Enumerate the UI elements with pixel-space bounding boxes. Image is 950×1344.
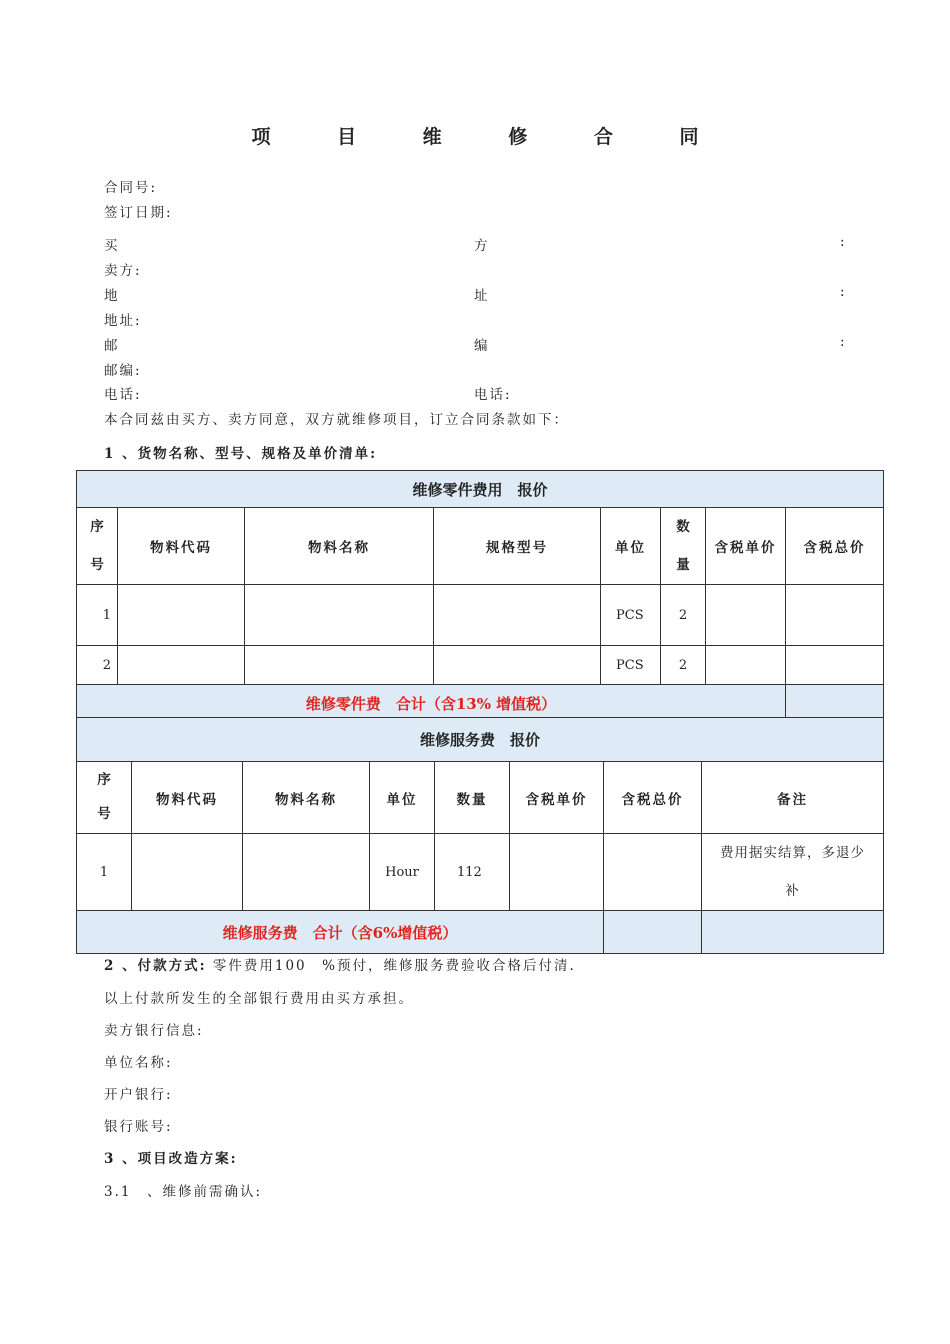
row-unit-price-cell	[510, 834, 604, 911]
row-total-cell	[786, 585, 884, 646]
col-unit: 单位	[601, 508, 661, 585]
zip-label-left: 邮	[104, 338, 118, 354]
parts-total-value-cell	[786, 685, 884, 722]
table-row	[77, 834, 884, 911]
col-quantity: 数量	[661, 508, 706, 585]
section-1-heading: 1 、货物名称、型号、规格及单价清单:	[104, 446, 378, 462]
col-seq: 序号	[77, 508, 118, 585]
col-unit-price-tax: 含税单价	[706, 508, 786, 585]
seller-address-label: 地址:	[104, 313, 142, 329]
address-label-mid: 址	[474, 288, 488, 304]
col-seq: 序号	[77, 762, 132, 834]
row-code-cell	[118, 646, 245, 685]
seller-phone-label: 电话:	[474, 387, 512, 403]
row-unit: PCS	[601, 585, 661, 646]
row-quantity: 112	[435, 834, 510, 911]
seller-zip-label: 邮编:	[104, 363, 142, 379]
row-seq: 1	[77, 585, 118, 646]
row-spec-cell	[434, 646, 601, 685]
col-material-code: 物料代码	[118, 508, 245, 585]
service-total-value-cell	[604, 911, 702, 954]
row-code-cell	[118, 585, 245, 646]
buyer-label-colon: :	[840, 234, 845, 250]
col-unit: 单位	[370, 762, 435, 834]
payment-terms-text: 零件费用100 %预付，维修服务费验收合格后付清.	[212, 958, 576, 974]
row-name-cell	[243, 834, 370, 911]
bank-name-label: 开户银行:	[104, 1087, 173, 1103]
row-remark-line-2: 补	[785, 883, 800, 899]
parts-price-table	[76, 470, 884, 722]
document-title: 项 目 维 修 合 同	[251, 126, 729, 148]
row-spec-cell	[434, 585, 601, 646]
seller-bank-info-label: 卖方银行信息:	[104, 1023, 204, 1039]
col-material-name: 物料名称	[245, 508, 434, 585]
row-unit-price-cell	[706, 646, 786, 685]
bank-account-label: 银行账号:	[104, 1119, 173, 1135]
table-row	[77, 646, 884, 685]
col-total-price-tax: 含税总价	[786, 508, 884, 585]
buyer-label-left: 买	[104, 238, 118, 254]
col-remark: 备注	[702, 762, 884, 834]
bank-fee-note: 以上付款所发生的全部银行费用由买方承担。	[104, 991, 414, 1007]
zip-label-mid: 编	[474, 338, 488, 354]
row-unit-price-cell	[706, 585, 786, 646]
col-material-code: 物料代码	[132, 762, 243, 834]
row-quantity: 2	[661, 646, 706, 685]
row-remark	[702, 834, 884, 911]
col-spec-model: 规格型号	[434, 508, 601, 585]
sign-date-label: 签订日期:	[104, 205, 173, 221]
service-price-table	[76, 717, 884, 954]
section-3-1-text: 3.1 、维修前需确认:	[104, 1184, 263, 1200]
col-unit-price-tax: 含税单价	[510, 762, 604, 834]
col-total-price-tax: 含税总价	[604, 762, 702, 834]
section-2	[104, 954, 576, 974]
buyer-label-mid: 方	[474, 238, 488, 254]
buyer-phone-label: 电话:	[104, 387, 142, 403]
contract-number-label: 合同号:	[104, 180, 158, 196]
parts-table-title: 维修零件费用 报价	[77, 471, 884, 508]
row-unit: Hour	[370, 834, 435, 911]
row-total-cell	[786, 646, 884, 685]
row-quantity: 2	[661, 585, 706, 646]
section-2-heading: 2 、付款方式:	[104, 958, 207, 974]
row-name-cell	[245, 646, 434, 685]
col-quantity: 数量	[435, 762, 510, 834]
zip-label-colon: :	[840, 334, 845, 350]
parts-total-label: 维修零件费 合计（含13% 增值税）	[77, 685, 786, 722]
intro-text: 本合同兹由买方、卖方同意，双方就维修项目，订立合同条款如下：	[104, 412, 569, 428]
row-seq: 1	[77, 834, 132, 911]
service-total-label: 维修服务费 合计（含6%增值税）	[77, 911, 604, 954]
row-unit: PCS	[601, 646, 661, 685]
row-remark-line-1: 费用据实结算，多退少	[720, 845, 865, 861]
seller-label: 卖方:	[104, 263, 142, 279]
service-table-title: 维修服务费 报价	[77, 718, 884, 762]
row-name-cell	[245, 585, 434, 646]
section-3-heading: 3 、项目改造方案:	[104, 1151, 238, 1167]
service-remark-total-cell	[702, 911, 884, 954]
address-label-left: 地	[104, 288, 118, 304]
row-total-cell	[604, 834, 702, 911]
row-seq: 2	[77, 646, 118, 685]
table-row	[77, 585, 884, 646]
unit-name-label: 单位名称:	[104, 1055, 173, 1071]
address-label-colon: :	[840, 284, 845, 300]
col-material-name: 物料名称	[243, 762, 370, 834]
row-code-cell	[132, 834, 243, 911]
